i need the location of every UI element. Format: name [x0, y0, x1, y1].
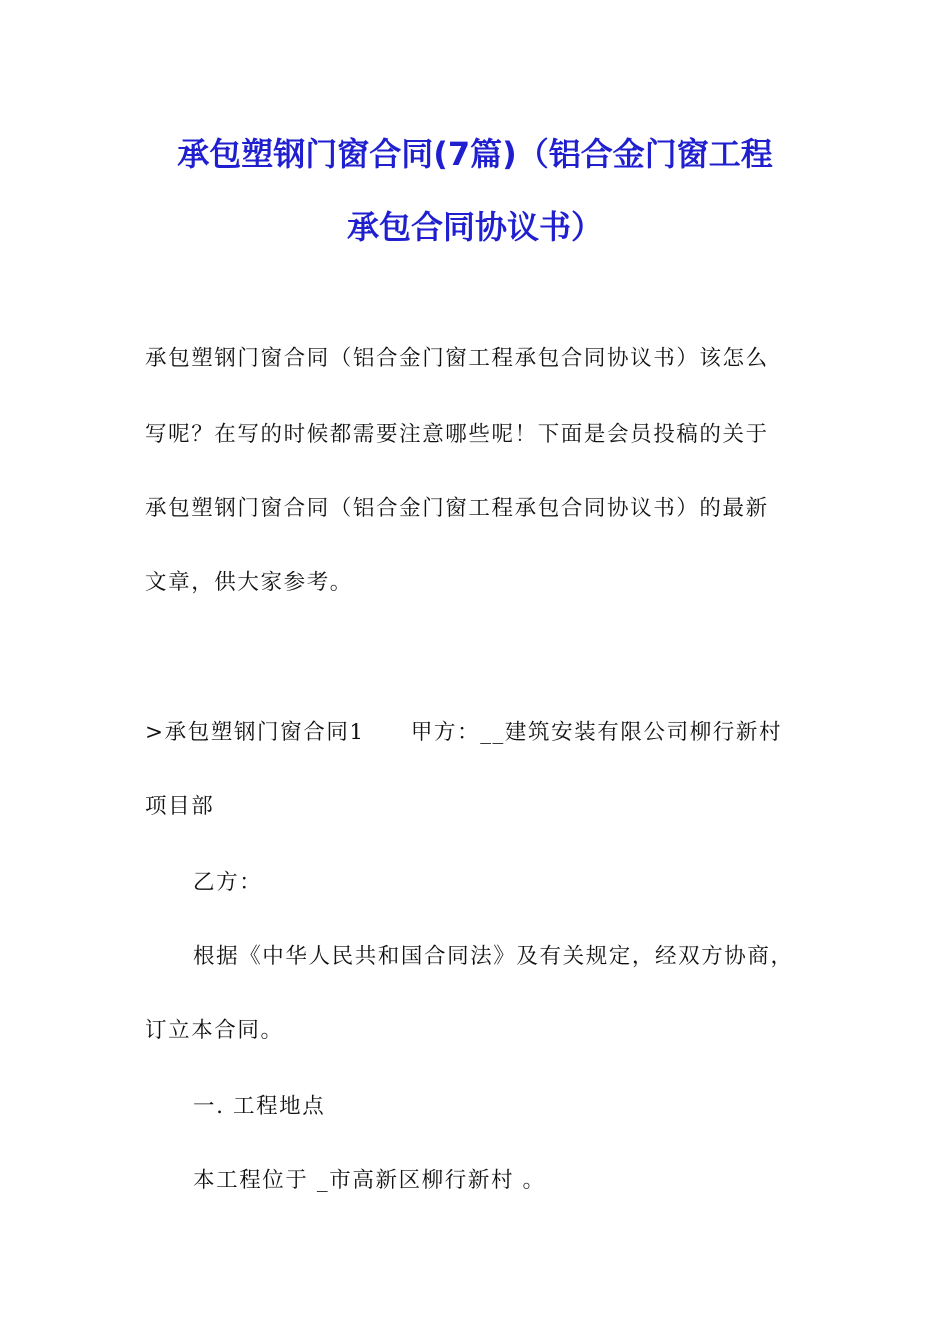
section-1-text: 本工程位于 _市高新区柳行新村 。: [193, 1168, 546, 1193]
contract-heading-line-1: >承包塑钢门窗合同1 甲方：__建筑安装有限公司柳行新村: [145, 720, 783, 745]
basis-line-2: 订立本合同。: [145, 1018, 284, 1043]
basis-line-1: 根据《中华人民共和国合同法》及有关规定，经双方协商，: [193, 944, 794, 969]
intro-line-3: 承包塑钢门窗合同（铝合金门窗工程承包合同协议书）的最新: [145, 496, 769, 521]
party-b-label: 乙方：: [193, 870, 263, 895]
contract-heading-line-2: 项目部: [145, 794, 215, 819]
intro-line-4: 文章，供大家参考。: [145, 570, 353, 595]
intro-line-1: 承包塑钢门窗合同（铝合金门窗工程承包合同协议书）该怎么: [145, 346, 769, 371]
section-1-title: 一. 工程地点: [193, 1094, 326, 1119]
document-title-line-1: 承包塑钢门窗合同(7篇)（铝合金门窗工程: [177, 135, 773, 173]
document-title-line-2: 承包合同协议书）: [346, 208, 603, 246]
intro-line-2: 写呢？在写的时候都需要注意哪些呢！下面是会员投稿的关于: [145, 422, 769, 447]
